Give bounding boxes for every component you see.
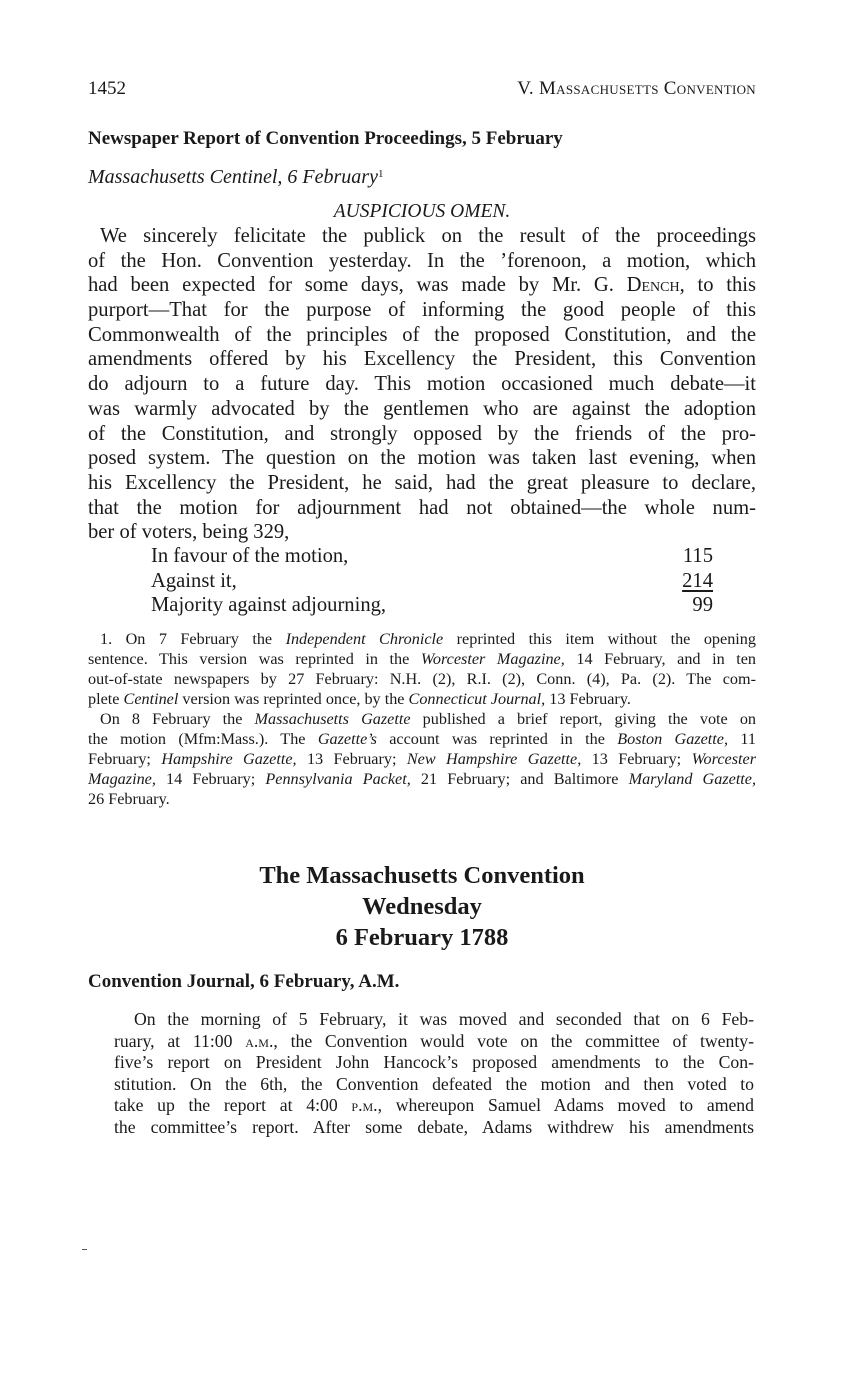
journal-body: [114, 1009, 754, 1138]
journal-line: the committee’s report. After some debate, Adams withdrew his amendments: [114, 1116, 754, 1137]
source-name: Massachusetts Centinel, 6 February: [88, 166, 378, 188]
convention-date: 6 February 1788: [335, 924, 509, 951]
body-line: amendments offered by his Excellency the President, this Convention: [88, 348, 756, 371]
body-line: purport—That for the purpose of informing the good people of this: [88, 299, 756, 322]
journal-heading: Convention Journal, 6 February, A.M.: [88, 971, 400, 992]
person-name: Dench: [626, 274, 680, 297]
body-line: Commonwealth of the principles of the proposed Constitution, and the: [88, 323, 756, 346]
scan-mark: [82, 1249, 87, 1250]
vote-row: [151, 544, 713, 569]
convention-heading: [88, 860, 756, 953]
vote-value: 115: [682, 545, 713, 567]
footnote-line: plete Centinel version was reprinted once, by the Connecticut Journal, 13 February.: [88, 690, 631, 708]
body-line: that the motion for adjournment had not obtained—the whole num-: [88, 496, 756, 519]
journal-line: take up the report at 4:00 p.m., whereupon Samuel Adams moved to amend: [114, 1095, 754, 1115]
vote-value: 214: [682, 569, 713, 592]
running-title: V. Massachusetts Convention: [517, 78, 756, 99]
source-line: [88, 166, 383, 189]
footnote-line: On 8 February the Massachusetts Gazette published a brief report, giving the vote on: [100, 710, 756, 728]
vote-label: In favour of the motion,: [151, 545, 349, 567]
vote-label: Majority against adjourning,: [151, 594, 387, 617]
footnote-ref: 1: [377, 168, 384, 180]
convention-title: The Massachusetts Convention: [259, 862, 585, 889]
vote-row: [151, 593, 713, 618]
footnote-line: Magazine, 14 February; Pennsylvania Packet, 21 February; and Baltimore Maryland Gazette,: [88, 770, 756, 788]
journal-line: stitution. On the 6th, the Convention defeated the motion and then voted to: [114, 1073, 754, 1094]
footnote-line: out-of-state newspapers by 27 February: N.H. (2), R.I. (2), Conn. (4), Pa. (2). The com-: [88, 670, 756, 688]
journal-line: On the morning of 5 February, it was moved and seconded that on 6 Feb-: [134, 1009, 754, 1029]
vote-label: Against it,: [151, 569, 237, 592]
section-heading: Newspaper Report of Convention Proceedings, 5 February: [88, 128, 563, 149]
body-line: of the Hon. Convention yesterday. In the ’forenoon, a motion, which: [88, 249, 756, 272]
footnote-line: February; Hampshire Gazette, 13 February; New Hampshire Gazette, 13 February; Worcester: [88, 750, 756, 768]
vote-tally: [151, 544, 713, 618]
footnote-line: 26 February.: [88, 790, 170, 808]
footnotes: [88, 629, 756, 809]
article-title: AUSPICIOUS OMEN.: [333, 201, 511, 222]
body-line: had been expected for some days, was made by Mr. G. Dench, to this: [88, 274, 756, 297]
body-line: his Excellency the President, he said, had the great pleasure to declare,: [88, 471, 756, 494]
body-line: We sincerely felicitate the publick on the result of the proceedings: [100, 225, 756, 247]
vote-row: [151, 569, 713, 594]
convention-day: Wednesday: [362, 893, 482, 920]
footnote-line: sentence. This version was reprinted in the Worcester Magazine, 14 February, and in ten: [88, 650, 756, 668]
journal-line: five’s report on President John Hancock’s proposed amendments to the Con-: [114, 1052, 754, 1072]
footnote-line: 1. On 7 February the Independent Chronicle reprinted this item without the opening: [100, 630, 756, 648]
body-line: ber of voters, being 329,: [88, 521, 290, 544]
body-line: posed system. The question on the motion was taken last evening, when: [88, 447, 756, 470]
journal-line: ruary, at 11:00 a.m., the Convention would vote on the committee of twenty-: [114, 1030, 754, 1051]
page-number: 1452: [88, 78, 126, 99]
article-body: [88, 224, 756, 545]
body-line: of the Constitution, and strongly opposed by the friends of the pro-: [88, 422, 756, 445]
body-line: was warmly advocated by the gentlemen who are against the adoption: [88, 397, 756, 420]
running-head: [88, 78, 756, 104]
body-line: do adjourn to a future day. This motion occasioned much debate—it: [88, 373, 756, 396]
footnote-line: the motion (Mfm:Mass.). The Gazette’s account was reprinted in the Boston Gazette, 11: [88, 730, 756, 748]
vote-value: 99: [692, 594, 713, 617]
